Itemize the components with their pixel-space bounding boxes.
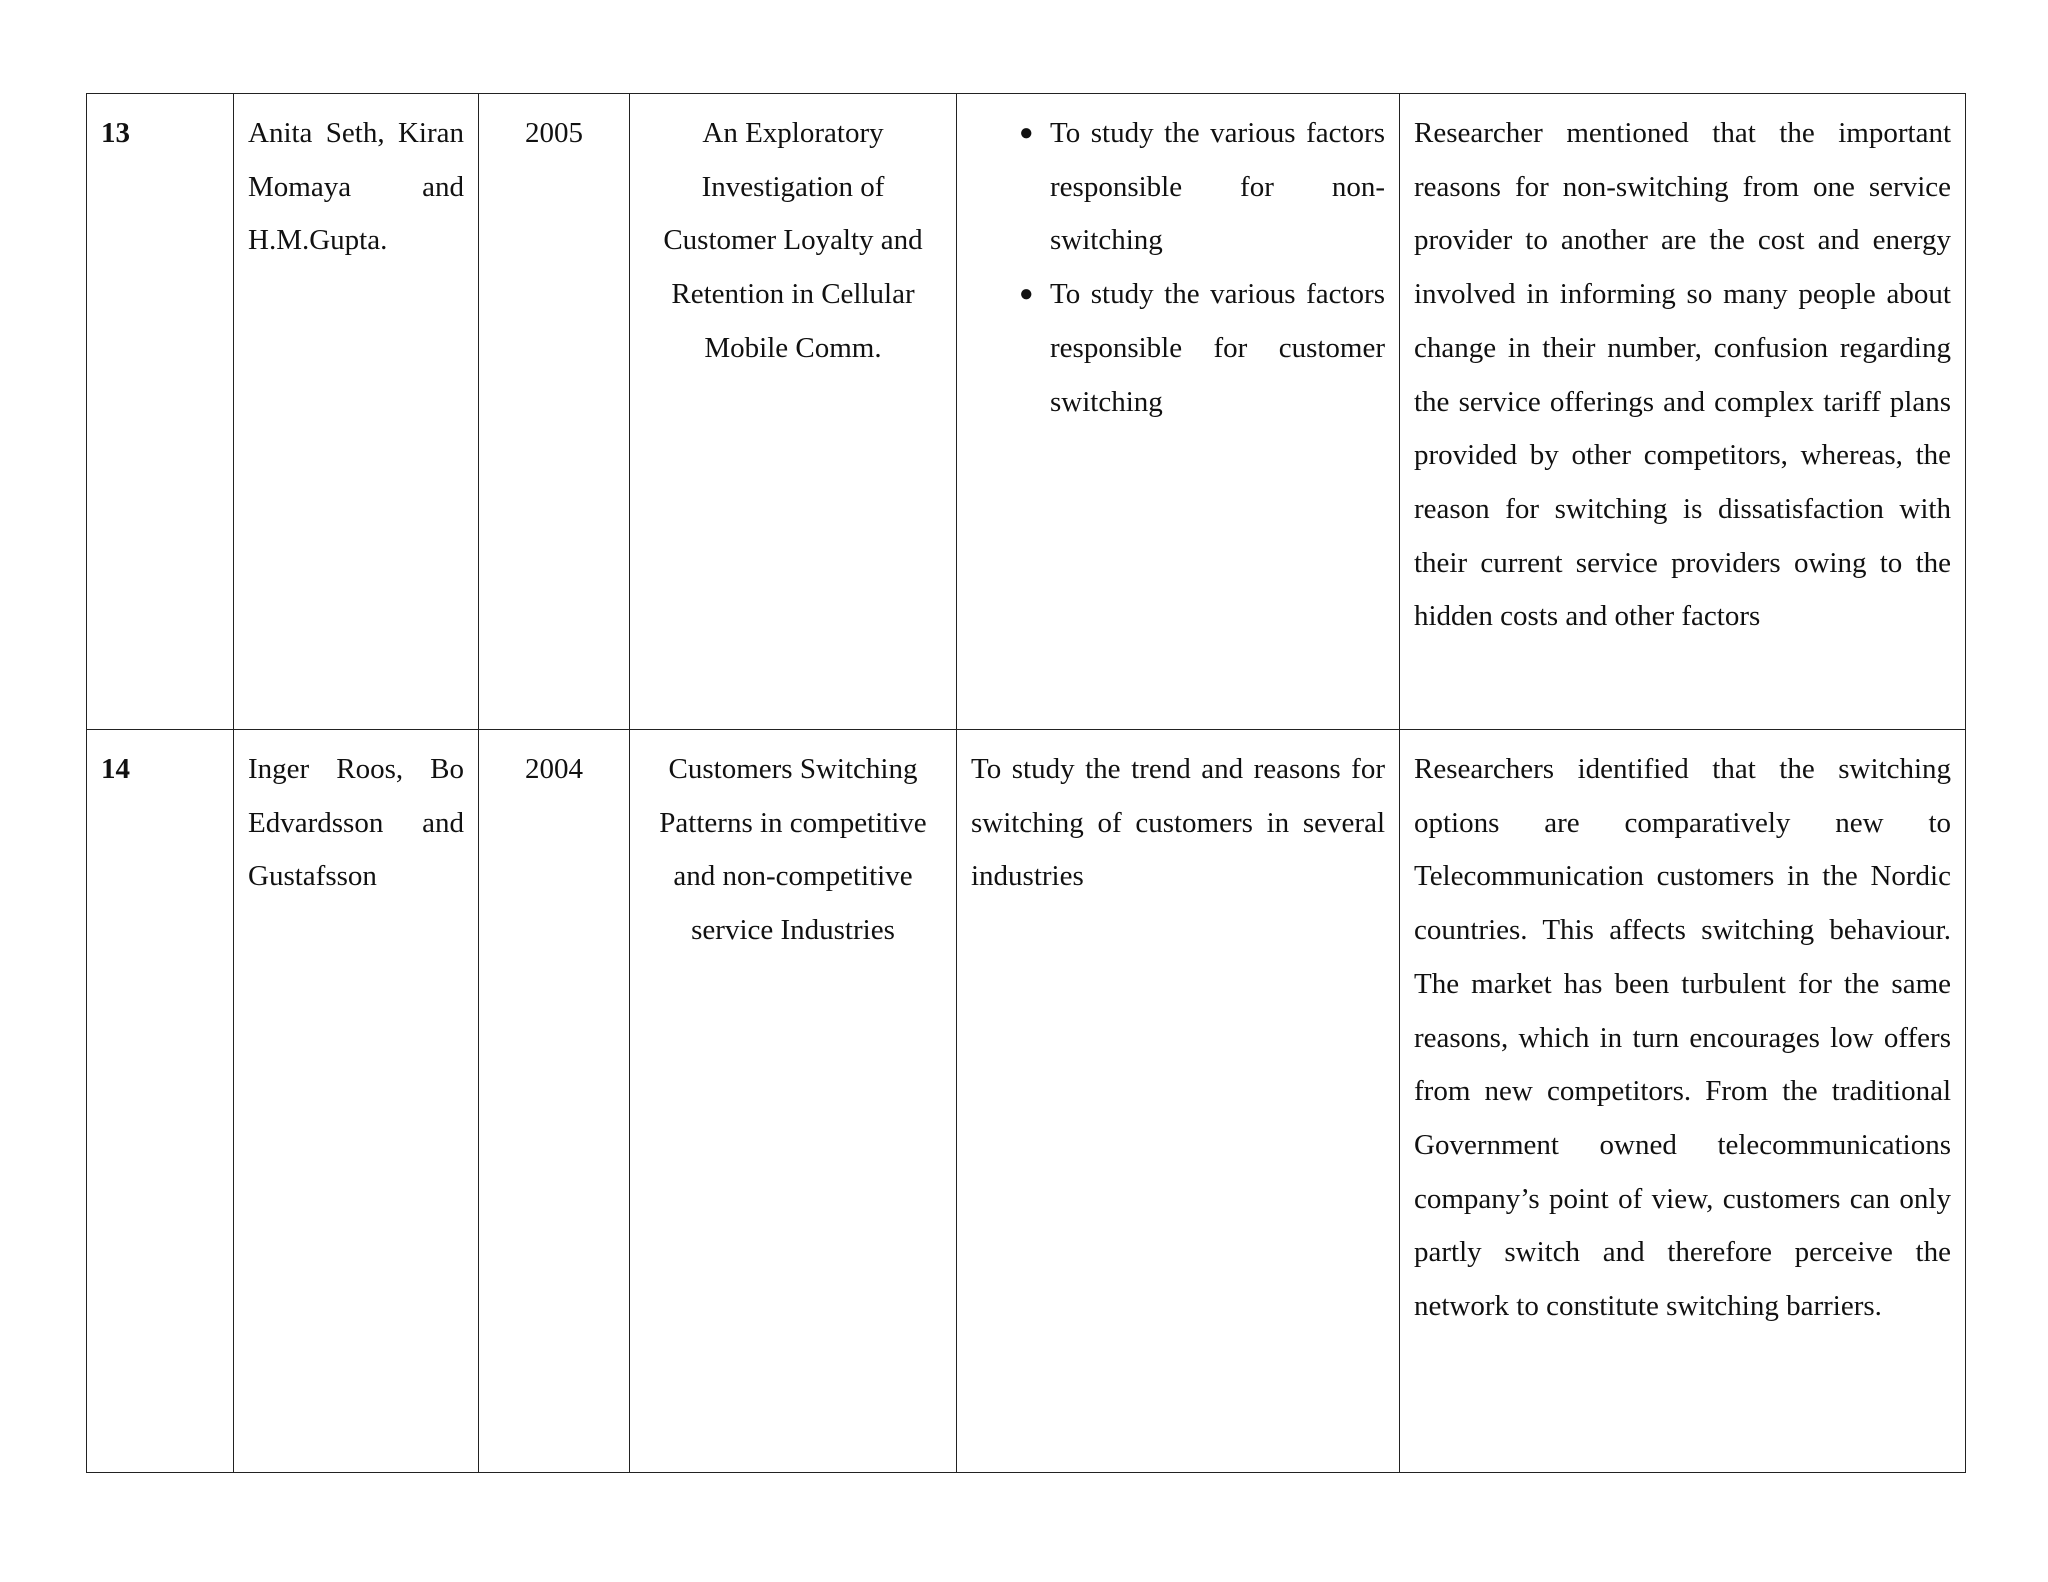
literature-review-table [86,93,1966,1473]
serial-number-cell: 14 [87,730,234,1473]
table-row [87,730,1966,1473]
objective-text: To study the various factors responsible for non-switching [1050,117,1385,257]
bullet-icon: ● [1019,120,1034,146]
objective-text: To study the various factors responsible for customer switching [1050,278,1385,418]
serial-number-cell: 13 [87,94,234,730]
objectives-list [971,107,1385,429]
findings-cell: Researchers identified that the switching options are comparatively new to Telecommunication customers in the Nordic countries. This affects switching behaviour. The market has been turbulent for the same reasons, which in turn encourages low offers from new competitors. From the traditional Government owned telecommunications company’s point of view, customers can only partly switch and therefore perceive the network to constitute switching barriers. [1400,730,1966,1473]
title-cell: An Exploratory Investigation of Customer Loyalty and Retention in Cellular Mobile Comm. [630,94,957,730]
objectives-cell: To study the trend and reasons for switching of customers in several industries [957,730,1400,1473]
authors-cell: Inger Roos, Bo Edvardsson and Gustafsson [234,730,479,1473]
objective-item [971,268,1385,429]
findings-cell: Researcher mentioned that the important reasons for non-switching from one service provider to another are the cost and energy involved in informing so many people about change in their number, confusion regarding the service offerings and complex tariff plans provided by other competitors, whereas, the reason for switching is dissatisfaction with their current service providers owing to the hidden costs and other factors [1400,94,1966,730]
objective-item [971,107,1385,268]
bullet-icon: ● [1019,281,1034,308]
objectives-cell [957,94,1400,730]
year-cell: 2004 [479,730,630,1473]
title-cell: Customers Switching Patterns in competitive and non-competitive service Industries [630,730,957,1473]
authors-cell: Anita Seth, Kiran Momaya and H.M.Gupta. [234,94,479,730]
table-row [87,94,1966,730]
year-cell: 2005 [479,94,630,730]
